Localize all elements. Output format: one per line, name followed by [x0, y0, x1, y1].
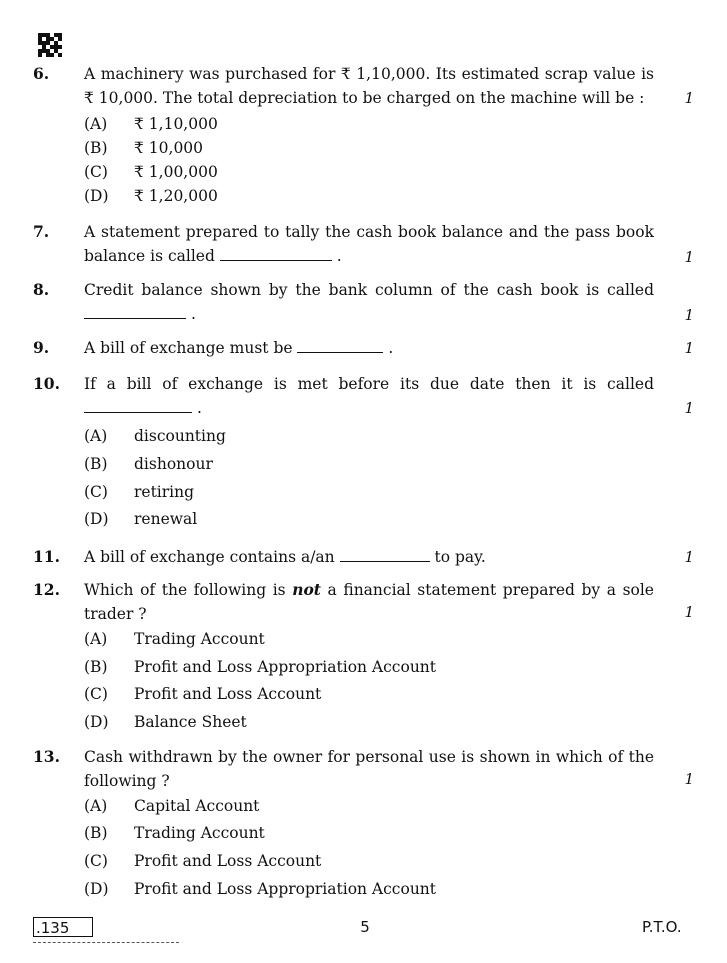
question-line: Which of the following is [84, 581, 286, 599]
pto-label: P.T.O. [642, 918, 682, 936]
page-number: 5 [360, 918, 370, 936]
answer-blank [220, 246, 332, 261]
option-label: (A) [84, 115, 108, 133]
option-text: renewal [134, 510, 198, 528]
question-line: ₹ 10,000. The total depreciation to be charged on the machine will be : [84, 89, 645, 107]
option-label: (B) [84, 824, 108, 842]
option-text: ₹ 1,10,000 [134, 115, 218, 133]
question-number: 13. [33, 747, 60, 766]
question-number: 9. [33, 338, 50, 357]
option-label: (D) [84, 880, 109, 898]
question-line-end: to pay. [434, 548, 486, 566]
marks: 1 [684, 339, 694, 357]
question-line: If a bill of exchange is met before its due date then it is called [84, 375, 654, 393]
option-text: retiring [134, 483, 195, 501]
option-text: Profit and Loss Account [134, 685, 322, 703]
option-text: Trading Account [134, 630, 265, 648]
option-text: ₹ 10,000 [134, 139, 204, 157]
marks: 1 [684, 770, 694, 788]
question-text [84, 278, 654, 326]
question-number: 7. [33, 222, 50, 241]
option-b [84, 655, 436, 679]
option-c [84, 160, 218, 184]
answer-blank [84, 304, 186, 319]
question-line: Credit balance shown by the bank column of the cash book is called [84, 281, 654, 299]
question-line-end: . [190, 305, 196, 323]
option-a [84, 424, 226, 448]
option-text: ₹ 1,20,000 [134, 187, 218, 205]
option-text: Profit and Loss Account [134, 852, 322, 870]
question-line: Cash withdrawn by the owner for personal use is shown in which of the [84, 748, 654, 766]
question-line: A statement prepared to tally the cash book balance and the pass book [84, 223, 654, 241]
option-text: ₹ 1,00,000 [134, 163, 218, 181]
question-line: A bill of exchange contains a/an [84, 548, 335, 566]
question-text [84, 545, 654, 569]
question-text [84, 336, 654, 360]
question-number: 12. [33, 580, 60, 599]
emphasis-not: not [292, 580, 321, 599]
option-d [84, 877, 436, 901]
marks: 1 [684, 399, 694, 417]
option-d [84, 184, 218, 208]
option-label: (D) [84, 713, 109, 731]
option-label: (B) [84, 658, 108, 676]
option-text: discounting [134, 427, 226, 445]
question-line: a financial statement prepared by a sole [327, 581, 654, 599]
option-label: (D) [84, 187, 109, 205]
marks: 1 [684, 603, 694, 621]
option-label: (C) [84, 852, 108, 870]
option-label: (C) [84, 483, 108, 501]
question-number: 11. [33, 547, 60, 566]
option-label: (B) [84, 455, 108, 473]
question-text [84, 62, 654, 110]
answer-blank [297, 338, 383, 353]
answer-blank [340, 547, 430, 562]
option-label: (C) [84, 685, 108, 703]
option-text: Capital Account [134, 797, 260, 815]
question-text [84, 578, 654, 626]
option-label: (A) [84, 797, 108, 815]
option-text: Profit and Loss Appropriation Account [134, 880, 437, 898]
marks: 1 [684, 548, 694, 566]
option-b [84, 821, 265, 845]
question-text [84, 220, 654, 268]
question-line: A bill of exchange must be [84, 339, 293, 357]
option-text: Trading Account [134, 824, 265, 842]
question-line-end: . [196, 399, 202, 417]
option-b [84, 136, 203, 160]
option-text: dishonour [134, 455, 213, 473]
option-text: Balance Sheet [134, 713, 247, 731]
paper-code: .135 [33, 917, 93, 937]
option-a [84, 794, 259, 818]
option-label: (C) [84, 163, 108, 181]
qr-code-icon [38, 33, 62, 57]
answer-blank [84, 398, 192, 413]
option-b [84, 452, 213, 476]
question-line: A machinery was purchased for ₹ 1,10,000. Its estimated scrap value is [84, 65, 654, 83]
option-label: (A) [84, 427, 108, 445]
option-d [84, 507, 197, 531]
question-number: 6. [33, 64, 50, 83]
question-text [84, 745, 654, 793]
question-line-end: . [336, 247, 342, 265]
question-number: 10. [33, 374, 60, 393]
footer-divider [33, 942, 179, 943]
option-a [84, 112, 218, 136]
marks: 1 [684, 248, 694, 266]
option-text: Profit and Loss Appropriation Account [134, 658, 437, 676]
option-label: (D) [84, 510, 109, 528]
option-label: (B) [84, 139, 108, 157]
question-number: 8. [33, 280, 50, 299]
marks: 1 [684, 89, 694, 107]
option-c [84, 682, 321, 706]
question-text [84, 372, 654, 420]
question-line: balance is called [84, 247, 215, 265]
question-line: trader ? [84, 605, 147, 623]
option-d [84, 710, 247, 734]
option-c [84, 480, 194, 504]
option-c [84, 849, 321, 873]
question-line-end: . [388, 339, 394, 357]
marks: 1 [684, 306, 694, 324]
option-label: (A) [84, 630, 108, 648]
option-a [84, 627, 265, 651]
question-line: following ? [84, 772, 170, 790]
